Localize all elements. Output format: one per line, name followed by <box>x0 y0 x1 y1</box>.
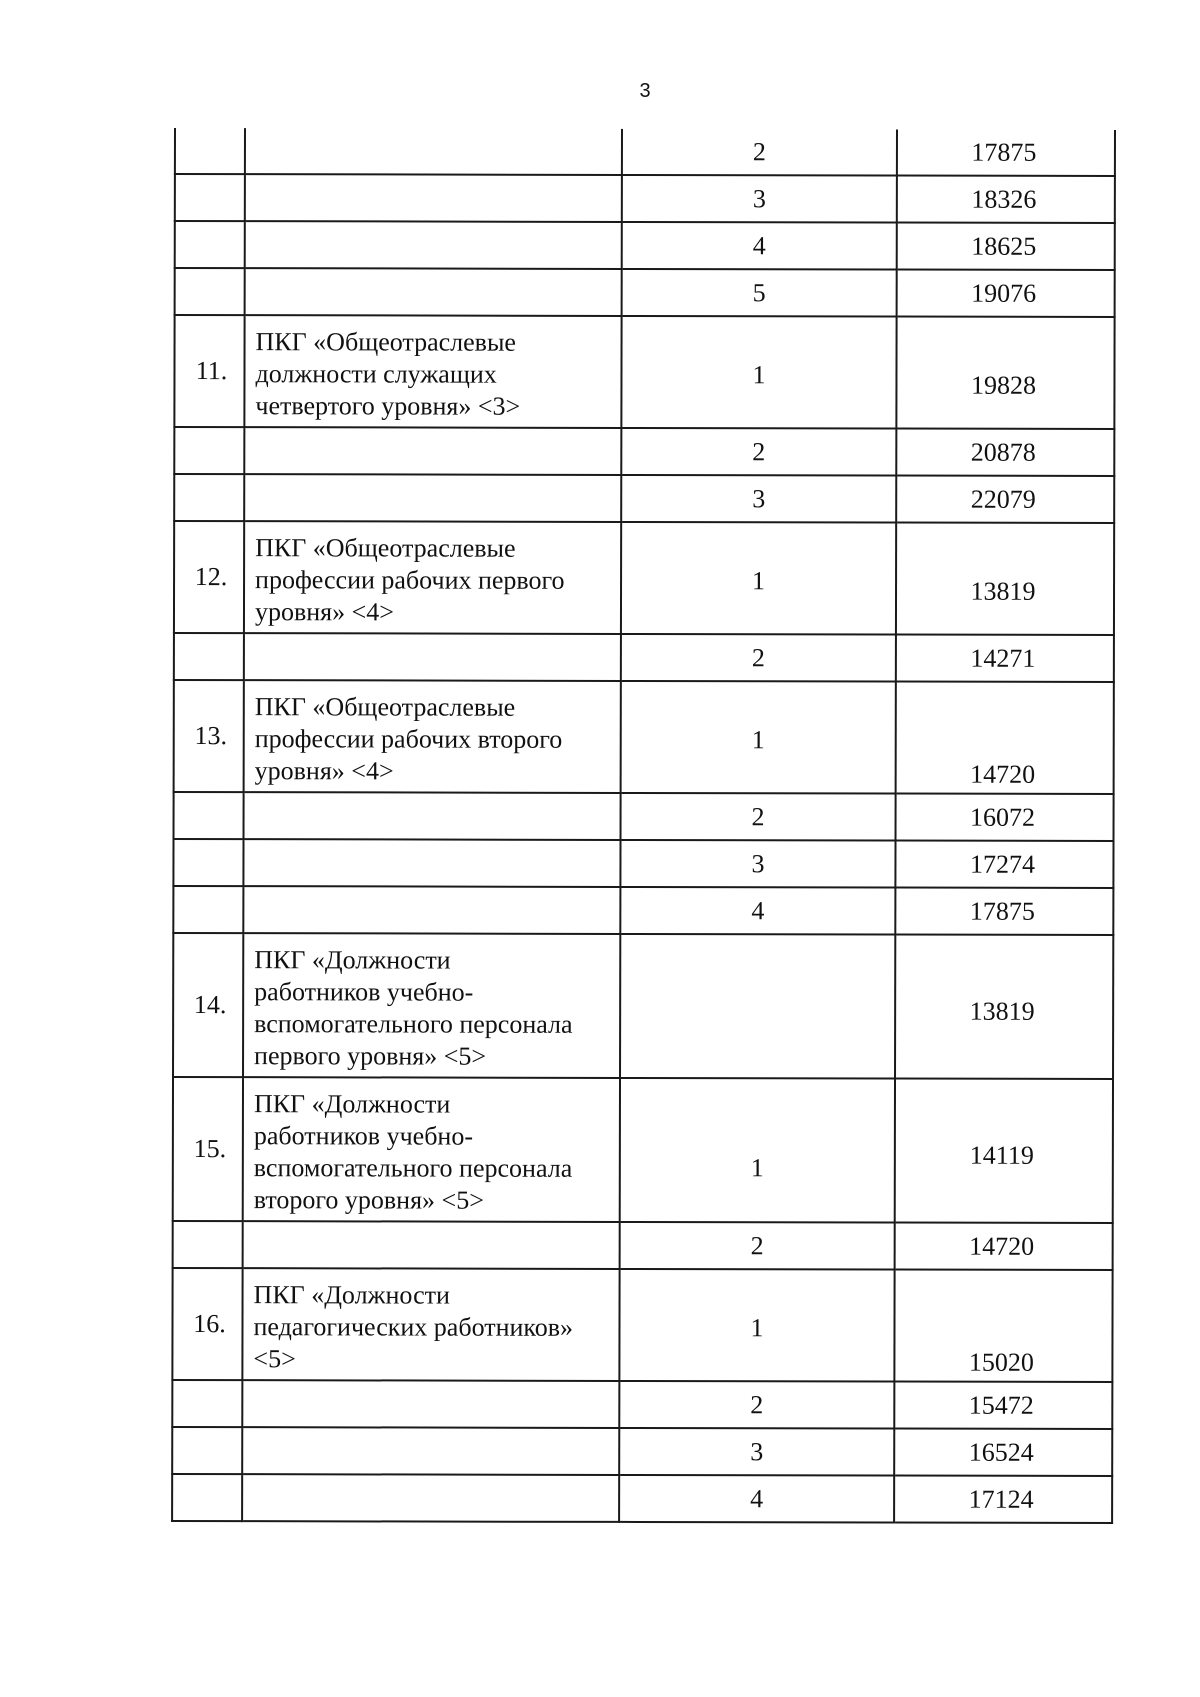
qualification-level: 2 <box>621 793 896 841</box>
salary-amount: 17875 <box>895 888 1113 935</box>
row-number <box>175 174 245 221</box>
salary-amount: 14119 <box>895 1079 1113 1223</box>
salary-amount: 17875 <box>897 130 1115 176</box>
qualification-level: 1 <box>621 681 896 794</box>
table-row <box>173 1221 1113 1270</box>
group-name <box>243 886 620 934</box>
table-row-group-16 <box>172 1268 1112 1382</box>
group-name-line: работников учебно- <box>253 1121 474 1151</box>
salary-table-container <box>171 128 1116 1524</box>
salary-amount: 22079 <box>896 476 1114 523</box>
qualification-level: 4 <box>619 1475 894 1523</box>
group-name-line: ПКГ «Общеотраслевые <box>254 692 516 722</box>
group-name <box>244 427 621 475</box>
group-name <box>244 474 621 522</box>
row-number: 14. <box>173 933 243 1077</box>
salary-amount: 14720 <box>895 1223 1113 1270</box>
group-name <box>245 221 622 269</box>
group-name-line: вспомогательного персонала <box>253 1153 573 1183</box>
group-name <box>244 792 621 840</box>
qualification-level: 5 <box>622 269 897 317</box>
row-number <box>174 474 244 521</box>
salary-amount: 17124 <box>894 1476 1112 1523</box>
group-name <box>244 633 621 681</box>
group-name-line: первого уровня» <5> <box>254 1041 487 1071</box>
salary-amount: 19828 <box>896 317 1114 429</box>
row-number: 16. <box>172 1268 242 1380</box>
page-number: 3 <box>639 80 651 102</box>
salary-amount: 20878 <box>896 429 1114 476</box>
table-row <box>174 427 1114 476</box>
salary-table <box>171 128 1116 1524</box>
row-number <box>172 1427 242 1474</box>
table-row <box>175 174 1115 223</box>
qualification-level: 4 <box>622 222 897 270</box>
group-name-line: ПКГ «Должности <box>253 1089 451 1119</box>
group-name <box>243 1221 620 1269</box>
row-number: 12. <box>174 521 244 633</box>
group-name <box>245 268 622 316</box>
group-name-line: второго уровня» <5> <box>253 1185 484 1215</box>
table-row <box>173 886 1113 935</box>
row-number <box>172 1474 242 1521</box>
row-number <box>173 839 243 886</box>
row-number <box>174 633 244 680</box>
table-row-group-12 <box>174 521 1114 635</box>
salary-amount: 19076 <box>897 270 1115 317</box>
group-name-line: должности служащих <box>255 359 497 389</box>
qualification-level <box>620 934 895 1079</box>
table-row <box>175 128 1115 176</box>
table-row <box>172 1427 1112 1476</box>
qualification-level: 1 <box>621 316 896 429</box>
row-number <box>174 792 244 839</box>
qualification-level: 2 <box>622 129 897 176</box>
table-row <box>172 1380 1112 1429</box>
group-name-line: уровня» <4> <box>254 597 395 627</box>
group-name-line: ПКГ «Должности <box>254 945 451 975</box>
salary-amount: 16072 <box>896 794 1114 841</box>
qualification-level: 1 <box>621 522 896 635</box>
group-name-line: ПКГ «Общеотраслевые <box>255 327 517 357</box>
group-name <box>245 128 622 175</box>
group-name <box>244 521 621 634</box>
row-number <box>173 886 243 933</box>
salary-amount: 18326 <box>897 176 1115 223</box>
table-row <box>175 221 1115 270</box>
qualification-level: 3 <box>620 840 895 888</box>
group-name-line: профессии рабочих первого <box>255 565 565 595</box>
group-name-line: ПКГ «Должности <box>253 1280 450 1310</box>
row-number: 13. <box>174 680 244 792</box>
table-row <box>173 839 1113 888</box>
row-number <box>175 268 245 315</box>
qualification-level: 3 <box>622 175 897 223</box>
group-name <box>244 315 621 428</box>
qualification-level: 2 <box>619 1381 894 1429</box>
group-name <box>242 1268 619 1381</box>
table-row-group-13 <box>174 680 1114 794</box>
group-name <box>244 680 621 793</box>
group-name <box>245 174 622 222</box>
group-name <box>242 1380 619 1428</box>
row-number <box>172 1380 242 1427</box>
group-name <box>243 933 620 1078</box>
salary-amount: 14720 <box>896 682 1114 794</box>
table-row-group-15 <box>173 1077 1113 1223</box>
salary-amount: 16524 <box>894 1429 1112 1476</box>
qualification-level: 4 <box>620 887 895 935</box>
table-row <box>172 1474 1112 1523</box>
group-name <box>242 1474 619 1522</box>
group-name-line: ПКГ «Общеотраслевые <box>255 533 516 563</box>
qualification-level: 3 <box>621 475 896 523</box>
group-name-line: вспомогательного персонала <box>254 1009 573 1039</box>
salary-amount: 14271 <box>896 635 1114 682</box>
group-name-line: работников учебно- <box>254 977 474 1007</box>
salary-amount: 18625 <box>897 223 1115 270</box>
qualification-level: 2 <box>620 1222 895 1270</box>
row-number: 15. <box>173 1077 243 1221</box>
group-name-line: четвертого уровня» <3> <box>255 391 521 421</box>
salary-amount: 13819 <box>896 523 1114 635</box>
group-name-line: профессии рабочих второго <box>254 724 563 754</box>
qualification-level: 1 <box>620 1078 895 1223</box>
group-name <box>243 1077 620 1222</box>
qualification-level: 1 <box>619 1269 894 1382</box>
row-number: 11. <box>174 315 244 427</box>
table-row <box>174 792 1114 841</box>
group-name-line: педагогических работников» <box>253 1312 574 1342</box>
table-row <box>174 474 1114 523</box>
table-row-group-14 <box>173 933 1113 1079</box>
group-name <box>243 839 620 887</box>
row-number <box>173 1221 243 1268</box>
group-name-line: <5> <box>253 1344 296 1374</box>
group-name-line: уровня» <4> <box>254 756 394 786</box>
salary-amount: 15472 <box>894 1382 1112 1429</box>
qualification-level: 2 <box>621 634 896 682</box>
row-number <box>175 128 245 174</box>
salary-amount: 13819 <box>895 935 1113 1079</box>
row-number <box>174 427 244 474</box>
group-name <box>242 1427 619 1475</box>
qualification-level: 3 <box>619 1428 894 1476</box>
row-number <box>175 221 245 268</box>
salary-amount: 15020 <box>894 1270 1112 1382</box>
qualification-level: 2 <box>621 428 896 476</box>
table-row <box>174 633 1114 682</box>
table-row <box>175 268 1115 317</box>
salary-amount: 17274 <box>895 841 1113 888</box>
table-row-group-11 <box>174 315 1114 429</box>
